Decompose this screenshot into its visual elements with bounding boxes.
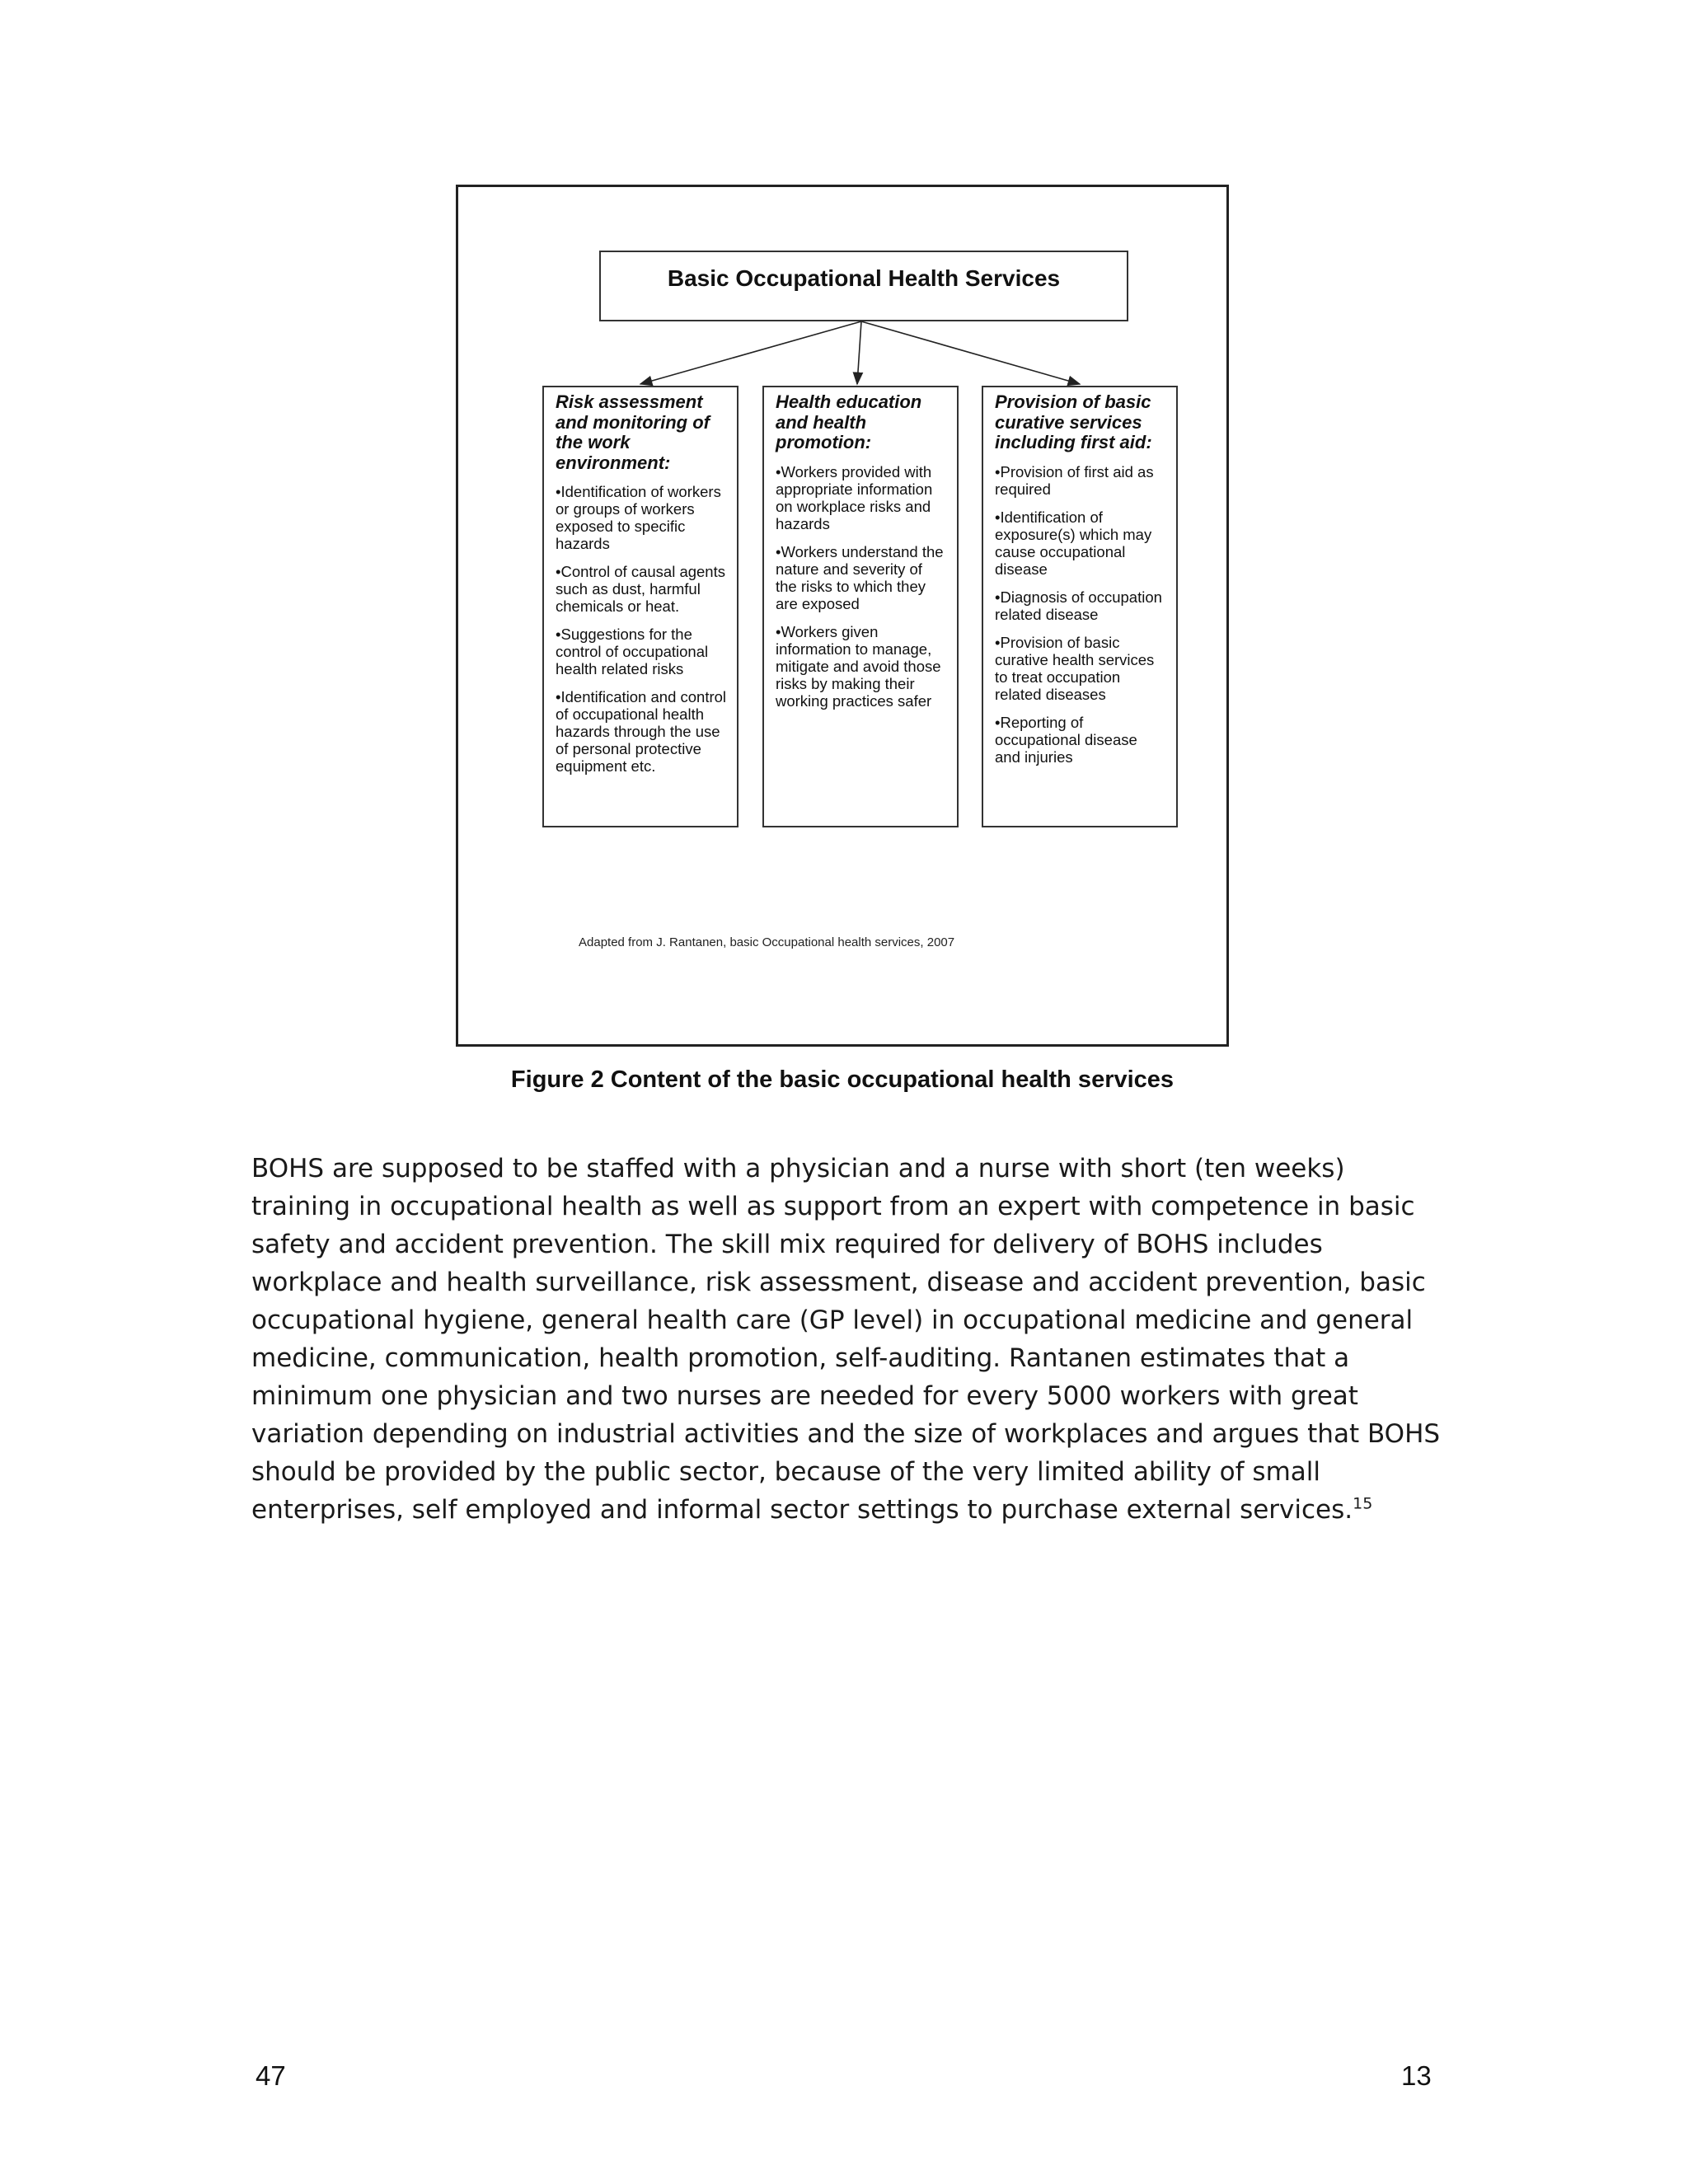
branch-item: •Identification of workers or groups of workers exposed to specific hazards <box>556 483 721 552</box>
branch-item: •Diagnosis of occupation related disease <box>995 588 1162 623</box>
figure-source-note: Adapted from J. Rantanen, basic Occupational health services, 2007 <box>579 935 955 949</box>
branch-health-education <box>762 386 959 827</box>
branch-item: •Provision of first aid as required <box>995 462 1154 498</box>
branch-item: •Provision of basic curative health services to treat occupation related diseases <box>995 633 1155 703</box>
page-number-left: 47 <box>256 2060 286 2091</box>
root-node-title: Basic Occupational Health Services <box>667 265 1061 291</box>
paragraph-text: BOHS are supposed to be staffed with a physician and a nurse with short (ten weeks) training in occupational health as well as support from an expert with competence in basic safety and accident prevention. The skill mix required for delivery of BOHS includes workplace and health surveillance, risk assessment, disease and accident prevention, basic occupational hygiene, general health care (GP level) in occupational medicine and general medicine, communication, health promotion, self-auditing. Rantanen estimates that a minimum one physician and two nurses are needed for every 5000 workers with great variation depending on industrial activities and the size of workplaces and argues that BOHS should be provided by the public sector, because of the very limited ability of small enterprises, self employed and informal sector settings to purchase external services. <box>251 1154 1441 1525</box>
branch-item: •Workers provided with appropriate information on workplace risks and hazards <box>776 462 933 532</box>
branch-curative-services <box>982 386 1178 827</box>
branch-item: •Control of causal agents such as dust, harmful chemicals or heat. <box>556 563 725 615</box>
branch-item: •Workers understand the nature and severity of the risks to which they are exposed <box>776 542 944 612</box>
branch-heading: Health education and health promotion: <box>776 391 922 452</box>
branch-heading: Provision of basic curative services including first aid: <box>995 391 1152 452</box>
branch-item: •Workers given information to manage, mitigate and avoid those risks by making their working practices safer <box>776 622 941 710</box>
branch-heading: Risk assessment and monitoring of the work environment: <box>556 391 710 473</box>
body-paragraph <box>251 1150 1442 1529</box>
page-number-right: 13 <box>1401 2060 1432 2091</box>
branch-risk-assessment <box>542 386 738 827</box>
footnote-reference[interactable]: 15 <box>1353 1494 1373 1513</box>
branch-item: •Identification of exposure(s) which may cause occupational disease <box>995 508 1152 578</box>
branch-item: •Identification and control of occupational health hazards through the use of personal protective equipment etc. <box>556 688 727 775</box>
root-node-box <box>599 251 1128 321</box>
branch-item: •Reporting of occupational disease and injuries <box>995 713 1137 766</box>
figure-caption: Figure 2 Content of the basic occupational health services <box>510 1066 1175 1093</box>
branch-item: •Suggestions for the control of occupational health related risks <box>556 626 709 677</box>
